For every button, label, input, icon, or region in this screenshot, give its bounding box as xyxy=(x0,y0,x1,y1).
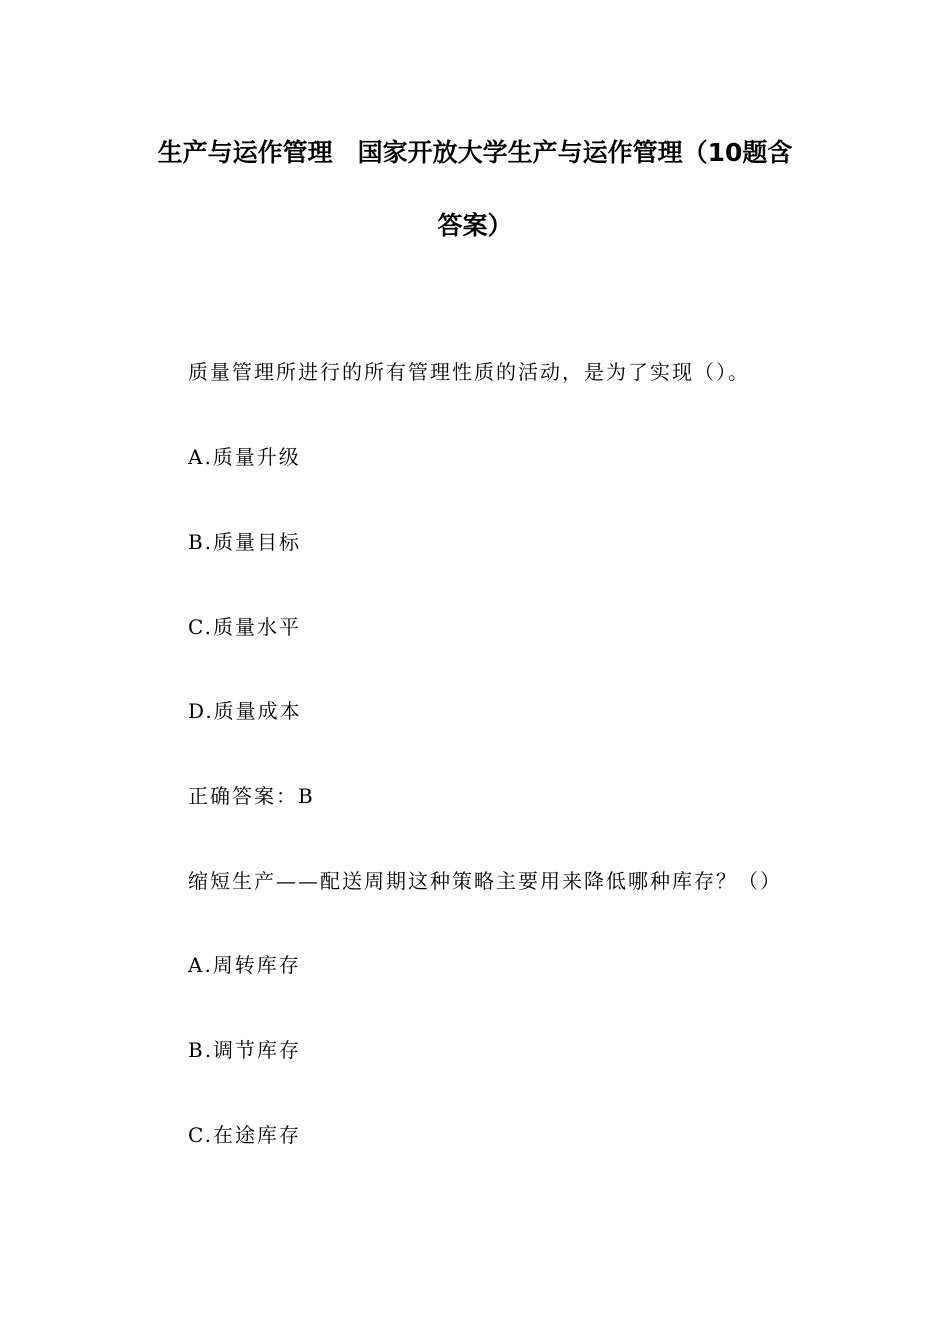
question-1-option-d: D.质量成本 xyxy=(188,699,302,723)
question-2-option-a: A.周转库存 xyxy=(188,953,301,977)
question-1-answer: 正确答案：B xyxy=(188,784,315,808)
question-2-stem: 缩短生产——配送周期这种策略主要用来降低哪种库存？（） xyxy=(188,869,782,893)
question-1-option-c: C.质量水平 xyxy=(188,615,301,639)
title-line-2: 答案） xyxy=(437,211,513,240)
question-1-option-a: A.质量升级 xyxy=(188,445,301,469)
question-1-stem: 质量管理所进行的所有管理性质的活动，是为了实现（）。 xyxy=(188,360,750,384)
question-2-option-c: C.在途库存 xyxy=(188,1123,301,1147)
question-1-option-b: B.质量目标 xyxy=(188,530,302,554)
title-line-1: 生产与运作管理 国家开放大学生产与运作管理（10题含 xyxy=(157,138,793,167)
question-2-option-b: B.调节库存 xyxy=(188,1038,302,1062)
